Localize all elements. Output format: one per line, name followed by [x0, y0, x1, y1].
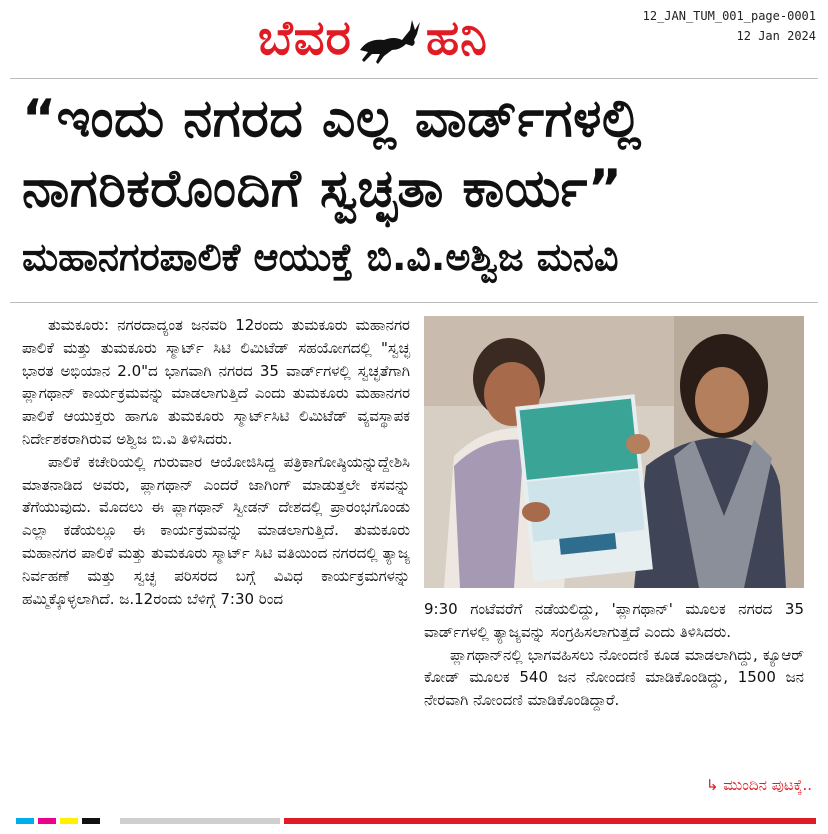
article-paragraph: ಪಾಲಿಕೆ ಕಚೇರಿಯಲ್ಲಿ ಗುರುವಾರ ಆಯೋಜಿಸಿದ್ದ ಪತ್ರಿಕಾಗೋಷ್ಠಿಯನ್ನುದ್ದೇಶಿಸಿ ಮಾತನಾಡಿದ ಅವರು, ಪ್ಲಾಗಥಾನ್ ಎಂದರೆ ಜಾಗಿಂಗ್ ಮಾಡುತ್ತಲೇ ಕಸವನ್ನು ತೆಗೆಯುವುದು. ಮೊದಲು ಈ ಪ್ಲಾಗಥಾನ್ ಸ್ವೀಡನ್ ದೇಶದಲ್ಲಿ ಪ್ರಾರಂಭಗೊಂಡು ಎಲ್ಲಾ ಕಡೆಯಲ್ಲೂ ಈ ಕಾರ್ಯಕ್ರಮವನ್ನು ಮಾಡಲಾಗುತ್ತಿದೆ. ತುಮಕೂರು ಮಹಾನಗರ ಪಾಲಿಕೆ ಮತ್ತು ತುಮಕೂರು ಸ್ಮಾರ್ಟ್ ಸಿಟಿ ವತಿಯಿಂದ ನಗರದಲ್ಲಿ ತ್ಯಾಜ್ಯ ನಿರ್ವಹಣೆ ಮತ್ತು ಸ್ವಚ್ಛ ಪರಿಸರದ ಬಗ್ಗೆ ವಿವಿಧ ಕಾರ್ಯಕ್ರಮಗಳನ್ನು ಹಮ್ಮಿಕ್ಕೊಳ್ಳಲಾಗಿದೆ. ಜ.12ರಂದು ಬೆಳಿಗ್ಗೆ 7:30 ರಿಂದ [22, 452, 410, 608]
headline-line-1: “ಇಂದು ನಗರದ ಎಲ್ಲ ವಾರ್ಡ್‌ಗಳಲ್ಲಿ [22, 89, 642, 149]
footer-red-bar [284, 818, 816, 824]
footer-color-bar [0, 816, 828, 826]
page-meta [643, 6, 816, 46]
deer-logo-icon [354, 10, 424, 66]
news-photo [424, 316, 804, 588]
footer-magenta-swatch [38, 818, 56, 824]
article-paragraph: ಪ್ಲಾಗಥಾನ್‌ನಲ್ಲಿ ಭಾಗವಹಿಸಲು ನೋಂದಣಿ ಕೂಡ ಮಾಡಲಾಗಿದ್ದು, ಕ್ಯೂಆರ್ ಕೋಡ್ ಮೂಲಕ 540 ಜನ ನೋಂದಣಿ ಮಾಡಿಕೊಂಡಿದ್ದು, 1500 ಜನ ನೇರವಾಗಿ ನೋಂದಣಿ ಮಾಡಿಕೊಂಡಿದ್ದಾರೆ. [424, 645, 804, 710]
masthead-divider [10, 78, 818, 79]
headline-line-2: ನಾಗರಿಕರೊಂದಿಗೆ ಸ್ವಚ್ಛತಾ ಕಾರ್ಯ” [22, 159, 623, 219]
logo-text-right: ಹನಿ [425, 10, 488, 66]
headline-divider [10, 302, 818, 303]
article-paragraph: 9:30 ಗಂಟೆವರೆಗೆ ನಡೆಯಲಿದ್ದು, 'ಪ್ಲಾಗಥಾನ್' ಮೂಲಕ ನಗರದ 35 ವಾರ್ಡ್‌ಗಳಲ್ಲಿ ತ್ಯಾಜ್ಯವನ್ನು ಸಂಗ್ರಹಿಸಲಾಗುತ್ತದೆ ಎಂದು ತಿಳಿಸಿದರು. [424, 600, 804, 641]
logo-text-left: ಬೆವರ [258, 10, 352, 66]
footer-cyan-swatch [16, 818, 34, 824]
photo-illustration [424, 316, 804, 588]
footer-yellow-swatch [60, 818, 78, 824]
page-id: 12_JAN_TUM_001_page-0001 [642, 9, 816, 23]
footer-black-swatch [82, 818, 100, 824]
headline [22, 84, 812, 224]
footer-gray-bar [120, 818, 280, 824]
page-date: 12 Jan 2024 [736, 29, 816, 43]
masthead [0, 0, 828, 76]
subheadline: ಮಹಾನಗರಪಾಲಿಕೆ ಆಯುಕ್ತೆ ಬಿ.ವಿ.ಅಶ್ವಿಜ ಮನವಿ [22, 235, 619, 279]
article-column-right [424, 598, 804, 712]
continued-on-next-page: ↳ ಮುಂದಿನ ಪುಟಕ್ಕೆ.. [705, 776, 812, 794]
article-paragraph: ತುಮಕೂರು: ನಗರದಾದ್ಯಂತ ಜನವರಿ 12ರಂದು ತುಮಕೂರು ಮಹಾನಗರ ಪಾಲಿಕೆ ಮತ್ತು ತುಮಕೂರು ಸ್ಮಾರ್ಟ್ ಸಿಟಿ ಲಿಮಿಟೆಡ್ ಸಹಯೋಗದಲ್ಲಿ "ಸ್ವಚ್ಛ ಭಾರತ ಅಭಿಯಾನ 2.0"ದ ಭಾಗವಾಗಿ ನಗರದ 35 ವಾರ್ಡ್‌ಗಳಲ್ಲಿ ಸ್ವಚ್ಛತೆಗಾಗಿ ಪ್ಲಾಗಥಾನ್ ಕಾರ್ಯಕ್ರಮವನ್ನು ಮಾಡಲಾಗುತ್ತಿದೆ ಎಂದು ತುಮಕೂರು ಮಹಾನಗರ ಪಾಲಿಕೆ ಆಯುಕ್ತರು ಹಾಗೂ ತುಮಕೂರು ಸ್ಮಾರ್ಟ್‌ಸಿಟಿ ಲಿಮಿಟೆಡ್ ವ್ಯವಸ್ಥಾಪಕ ನಿರ್ದೇಶಕರಾಗಿರುವ ಅಶ್ವಿಜ ಬಿ.ವಿ ತಿಳಿಸಿದರು. [22, 316, 410, 448]
campaign-poster [515, 394, 653, 582]
newspaper-logo [258, 6, 488, 70]
article-column-left [22, 314, 410, 794]
